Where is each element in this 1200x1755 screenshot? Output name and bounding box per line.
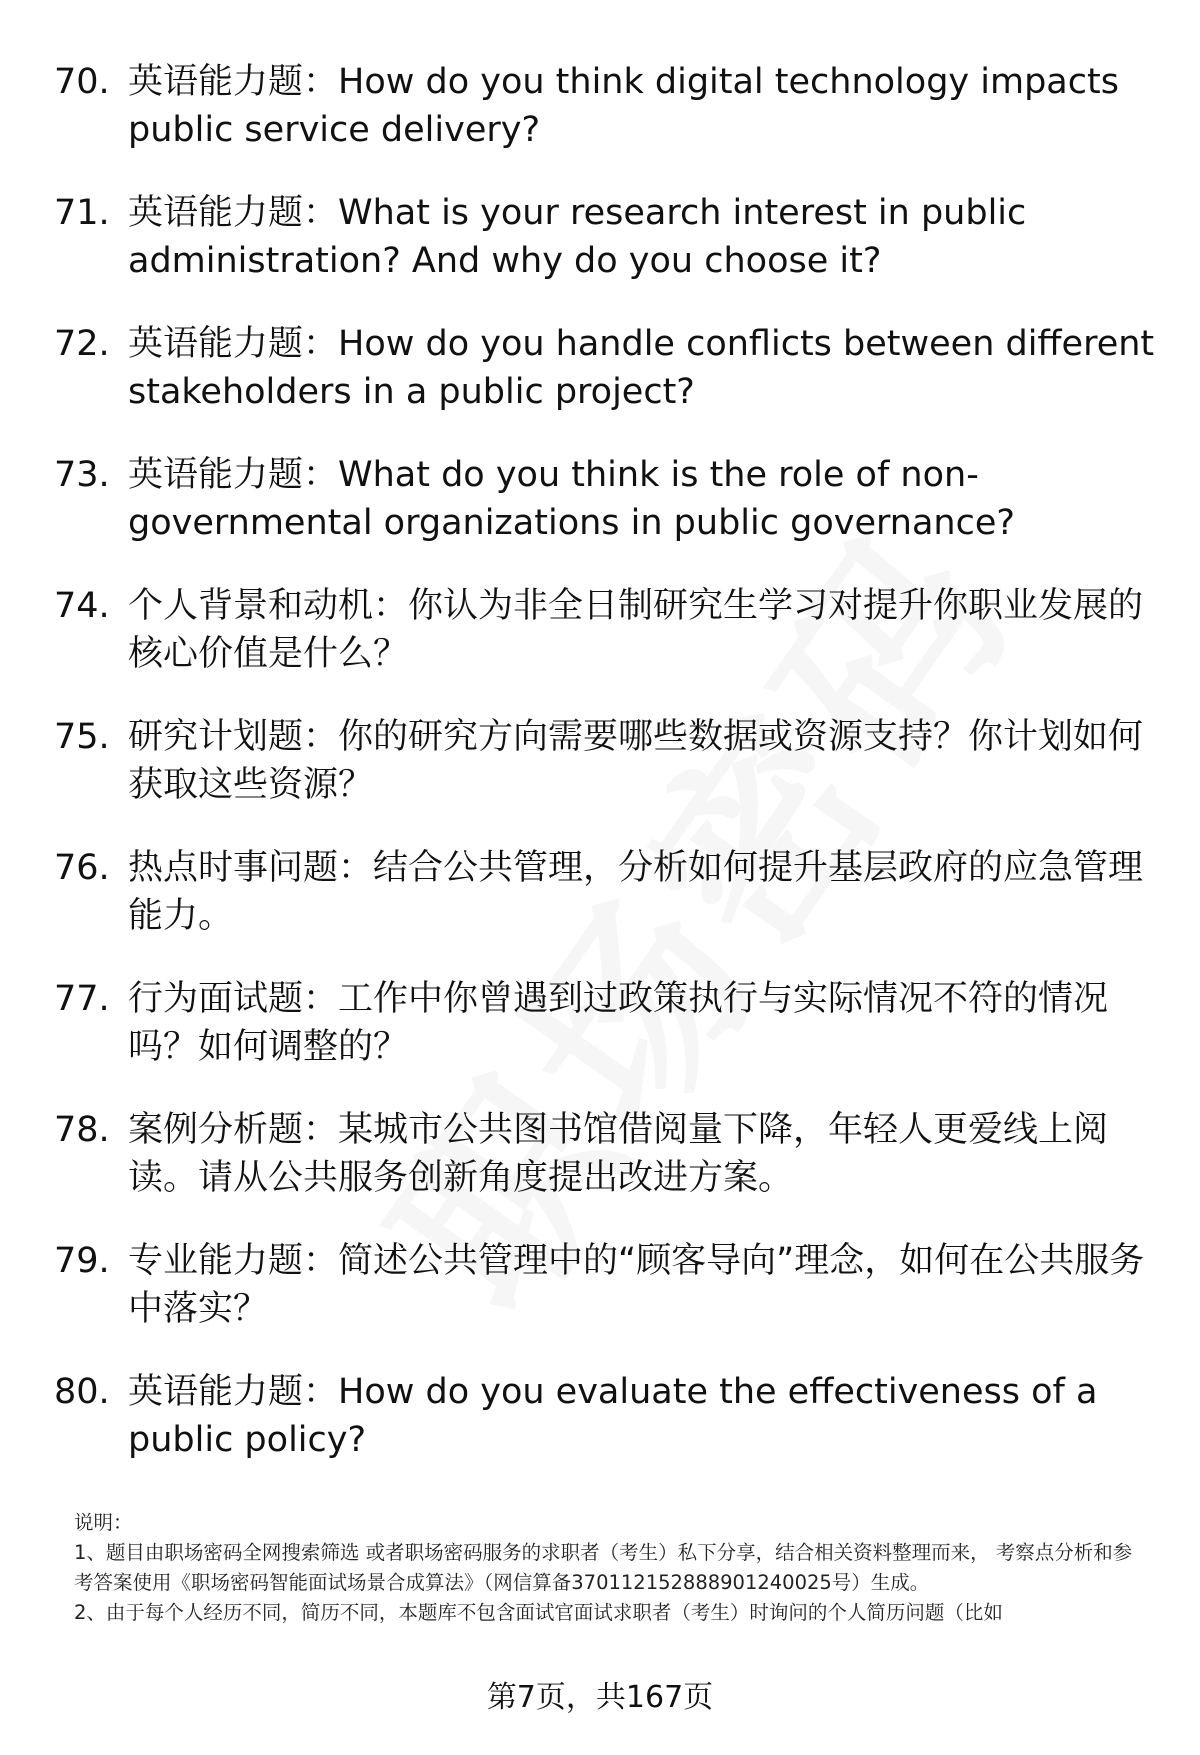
question-number: 75. xyxy=(54,717,110,757)
question-item xyxy=(0,1368,1200,1499)
question-number: 71. xyxy=(54,193,110,233)
question-item xyxy=(0,189,1200,320)
question-item xyxy=(0,975,1200,1106)
question-item xyxy=(0,1106,1200,1237)
question-number: 70. xyxy=(54,62,110,102)
notes-section xyxy=(74,1508,1144,1628)
question-text: 行为面试题：工作中你曾遇到过政策执行与实际情况不符的情况吗？如何调整的？ xyxy=(128,979,1109,1067)
question-text: 案例分析题：某城市公共图书馆借阅量下降，年轻人更爱线上阅读。请从公共服务创新角度提出改进方案。 xyxy=(128,1110,1109,1198)
question-item xyxy=(0,451,1200,582)
question-number: 74. xyxy=(54,586,110,626)
notes-item: 2、由于每个人经历不同，简历不同，本题库不包含面试官面试求职者（考生）时询问的个人简历问题（比如 xyxy=(74,1601,1003,1624)
question-item xyxy=(0,320,1200,451)
question-item xyxy=(0,582,1200,713)
question-text: 英语能力题：What do you think is the role of non-governmental organizations in public governance? xyxy=(128,455,1015,543)
question-number: 76. xyxy=(54,848,110,888)
question-text: 专业能力题：简述公共管理中的“顾客导向”理念，如何在公共服务中落实？ xyxy=(128,1241,1145,1329)
question-item xyxy=(0,713,1200,844)
notes-item: 1、题目由职场密码全网搜索筛选 或者职场密码服务的求职者（考生）私下分享，结合相关资料整理而来， 考察点分析和参考答案使用《职场密码智能面试场景合成算法》（网信算备370112152888901240025号）生成。 xyxy=(74,1541,1133,1594)
question-number: 79. xyxy=(54,1241,110,1281)
notes-heading: 说明： xyxy=(74,1511,133,1534)
question-list xyxy=(0,58,1200,1499)
question-number: 78. xyxy=(54,1110,110,1150)
question-text: 热点时事问题：结合公共管理，分析如何提升基层政府的应急管理能力。 xyxy=(128,848,1144,936)
question-text: 个人背景和动机：你认为非全日制研究生学习对提升你职业发展的核心价值是什么？ xyxy=(128,586,1144,674)
question-number: 77. xyxy=(54,979,110,1019)
question-text: 英语能力题：How do you evaluate the effectiveness of a public policy? xyxy=(128,1372,1098,1460)
question-text: 英语能力题：How do you handle conflicts between different stakeholders in a public project? xyxy=(128,324,1155,412)
question-item xyxy=(0,58,1200,189)
question-text: 英语能力题：What is your research interest in public administration? And why do you choose it? xyxy=(128,193,1027,281)
page-info: 第7页，共167页 xyxy=(486,1680,714,1715)
question-text: 研究计划题：你的研究方向需要哪些数据或资源支持？你计划如何获取这些资源？ xyxy=(128,717,1144,805)
question-number: 73. xyxy=(54,455,110,495)
question-item xyxy=(0,844,1200,975)
question-number: 72. xyxy=(54,324,110,364)
question-item xyxy=(0,1237,1200,1368)
question-number: 80. xyxy=(54,1372,110,1412)
question-text: 英语能力题：How do you think digital technology impacts public service delivery? xyxy=(128,62,1119,150)
